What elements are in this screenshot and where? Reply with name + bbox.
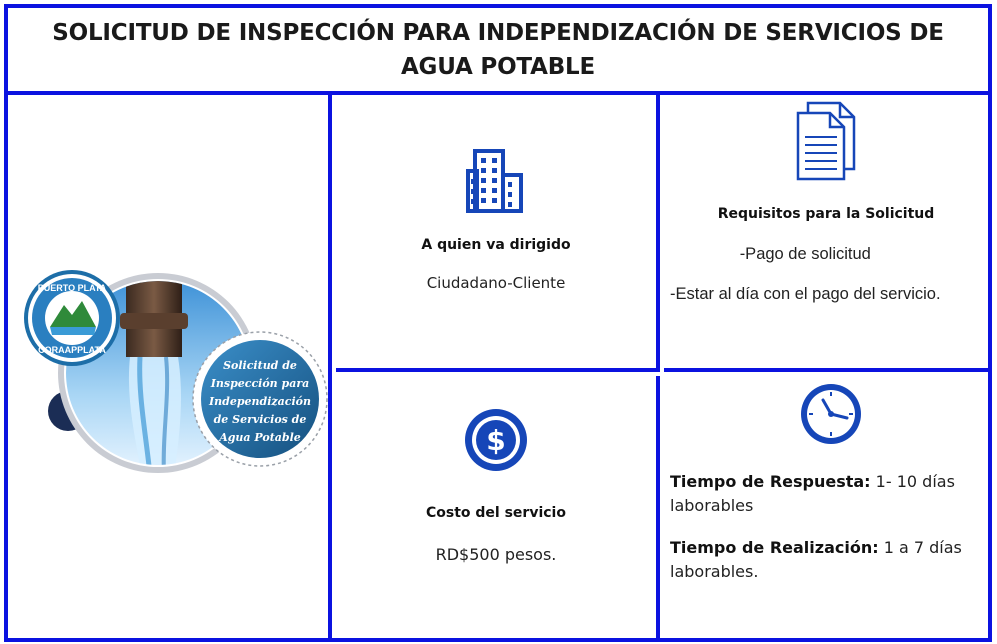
title-cell [8,8,988,95]
cost-title: Costo del servicio [426,505,566,521]
badge-line-3: Independización [209,395,311,408]
title-badge [193,332,327,466]
audience-cell [336,95,660,372]
svg-text:$: $ [486,424,506,457]
logo-text-bottom: CORAAPPLATA [38,345,106,355]
clock-icon [799,382,863,446]
time-cell [664,376,988,642]
cost-value: RD$500 pesos. [435,545,557,564]
badge-line-5: Agua Potable [219,431,301,444]
service-sheet [4,4,992,642]
requirements-list [670,245,941,325]
list-item: -Estar al día con el pago del servicio. [670,285,941,303]
coraapplata-logo [24,270,120,366]
building-icon [466,149,526,213]
completion-time [670,536,982,584]
badge-line-1: Solicitud de [223,359,297,372]
response-time [670,470,982,518]
service-illustration-cell [8,95,332,642]
page-title: SOLICITUD DE INSPECCIÓN PARA INDEPENDIZACIÓN DE SERVICIOS DE AGUA POTABLE [52,19,944,80]
completion-time-label: Tiempo de Realización: [670,538,879,557]
cost-cell [336,376,660,642]
audience-title: A quien va dirigido [421,237,571,253]
requirements-cell [664,95,988,372]
logo-text-top: PUERTO PLATA [37,283,107,293]
dollar-icon [463,407,529,473]
response-time-value: 1- 10 días laborables [670,472,955,515]
audience-value: Ciudadano-Cliente [426,274,566,292]
service-illustration [8,95,332,642]
response-time-label: Tiempo de Respuesta: [670,472,871,491]
requirements-title: Requisitos para la Solicitud [717,206,935,222]
document-icon [794,101,858,181]
badge-line-2: Inspección para [210,377,310,390]
list-item: -Pago de solicitud [739,245,871,263]
badge-line-4: de Servicios de [213,413,307,426]
completion-time-value: 1 a 7 días laborables. [670,538,962,581]
